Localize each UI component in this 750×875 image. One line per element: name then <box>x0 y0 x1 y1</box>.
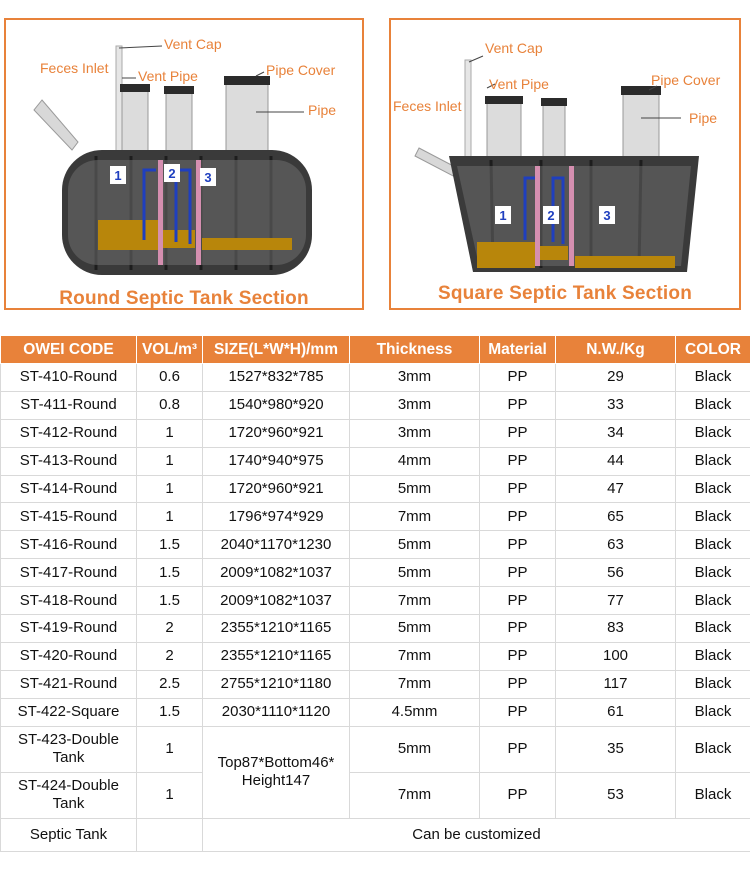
cell-vol: 1.5 <box>137 559 203 587</box>
cell-color: Black <box>676 475 750 503</box>
header-owei-code: OWEI CODE <box>1 336 137 364</box>
size-line-2: Height147 <box>241 772 311 790</box>
cell-size: 1720*960*921 <box>203 419 350 447</box>
table-row <box>1 503 750 531</box>
table-row <box>1 475 750 503</box>
cell-size: 2755*1210*1180 <box>203 670 350 698</box>
cell-color: Black <box>676 615 750 643</box>
cell-material: PP <box>480 670 556 698</box>
cell-code: ST-410-Round <box>1 364 137 392</box>
cell-color: Black <box>676 587 750 615</box>
cell-color: Black <box>676 364 750 392</box>
cell-code: ST-418-Round <box>1 587 137 615</box>
table-row <box>1 615 750 643</box>
cell-size: 2030*1110*1120 <box>203 698 350 726</box>
square-tank-illustration <box>391 20 739 308</box>
cell-code: ST-414-Round <box>1 475 137 503</box>
cell-nw: 65 <box>556 503 676 531</box>
cell-nw: 83 <box>556 615 676 643</box>
cell-color: Black <box>676 772 750 818</box>
cell-thickness: 4.5mm <box>350 698 480 726</box>
cell-vol: 0.6 <box>137 364 203 392</box>
code-line-2: Tank <box>52 795 85 813</box>
cell-code: ST-413-Round <box>1 447 137 475</box>
table-row <box>1 698 750 726</box>
cell-thickness: 7mm <box>350 642 480 670</box>
code-line-2: Tank <box>52 749 85 767</box>
cell-code: ST-412-Round <box>1 419 137 447</box>
cell-size: 1527*832*785 <box>203 364 350 392</box>
square-label-pipe-cover: Pipe Cover <box>651 72 721 88</box>
table-row <box>1 726 750 772</box>
size-line-1: Top87*Bottom46* <box>217 754 335 772</box>
cell-color: Black <box>676 391 750 419</box>
spec-table <box>0 335 750 852</box>
cell-material: PP <box>480 615 556 643</box>
cell-vol: 1 <box>137 772 203 818</box>
cell-size: 1540*980*920 <box>203 391 350 419</box>
cell-code: ST-421-Round <box>1 670 137 698</box>
cell-size: 2355*1210*1165 <box>203 642 350 670</box>
cell-color: Black <box>676 503 750 531</box>
cell-code: ST-420-Round <box>1 642 137 670</box>
header-material: Material <box>480 336 556 364</box>
cell-code: ST-417-Round <box>1 559 137 587</box>
cell-code: ST-416-Round <box>1 531 137 559</box>
code-line-1: ST-423-Double <box>18 731 119 749</box>
cell-size: 2009*1082*1037 <box>203 587 350 615</box>
cell-vol: 1.5 <box>137 587 203 615</box>
cell-code: ST-415-Round <box>1 503 137 531</box>
cell-color: Black <box>676 698 750 726</box>
cell-nw: 100 <box>556 642 676 670</box>
round-chamber-3: 3 <box>204 170 212 185</box>
cell-thickness: 7mm <box>350 587 480 615</box>
cell-vol: 1 <box>137 726 203 772</box>
cell-color: Black <box>676 447 750 475</box>
table-row <box>1 391 750 419</box>
header-vol: VOL/m³ <box>137 336 203 364</box>
table-row <box>1 587 750 615</box>
square-label-pipe: Pipe <box>689 110 718 126</box>
cell-nw: 47 <box>556 475 676 503</box>
round-label-vent-pipe: Vent Pipe <box>138 68 198 84</box>
cell-nw: 44 <box>556 447 676 475</box>
cell-code <box>1 772 137 818</box>
header-size: SIZE(L*W*H)/mm <box>203 336 350 364</box>
square-label-feces-inlet: Feces Inlet <box>393 98 462 114</box>
cell-color: Black <box>676 559 750 587</box>
cell-color: Black <box>676 419 750 447</box>
cell-nw: 63 <box>556 531 676 559</box>
cell-nw: 77 <box>556 587 676 615</box>
table-row <box>1 531 750 559</box>
cell-material: PP <box>480 642 556 670</box>
square-chamber-2: 2 <box>547 208 555 223</box>
round-label-pipe-cover: Pipe Cover <box>266 62 336 78</box>
table-row <box>1 559 750 587</box>
cell-nw: 56 <box>556 559 676 587</box>
cell-vol: 1 <box>137 447 203 475</box>
round-chamber-1: 1 <box>114 168 122 183</box>
cell-size-merged <box>203 726 350 818</box>
cell-vol: 1 <box>137 475 203 503</box>
cell-material: PP <box>480 531 556 559</box>
cell-vol: 1.5 <box>137 531 203 559</box>
cell-thickness: 4mm <box>350 447 480 475</box>
cell-color: Black <box>676 642 750 670</box>
footer-label: Septic Tank <box>1 818 137 851</box>
cell-nw: 53 <box>556 772 676 818</box>
round-tank-diagram <box>4 18 364 310</box>
cell-thickness: 3mm <box>350 419 480 447</box>
table-header-row <box>1 336 750 364</box>
cell-material: PP <box>480 364 556 392</box>
cell-vol: 2 <box>137 642 203 670</box>
cell-thickness: 7mm <box>350 772 480 818</box>
round-tank-title: Round Septic Tank Section <box>59 288 309 309</box>
cell-code: ST-411-Round <box>1 391 137 419</box>
cell-material: PP <box>480 447 556 475</box>
cell-thickness: 5mm <box>350 559 480 587</box>
header-thickness: Thickness <box>350 336 480 364</box>
cell-size: 2040*1170*1230 <box>203 531 350 559</box>
cell-vol: 1.5 <box>137 698 203 726</box>
cell-nw: 33 <box>556 391 676 419</box>
square-tank-title: Square Septic Tank Section <box>437 283 693 304</box>
cell-color: Black <box>676 670 750 698</box>
cell-material: PP <box>480 391 556 419</box>
cell-material: PP <box>480 587 556 615</box>
table-row <box>1 772 750 818</box>
cell-nw: 117 <box>556 670 676 698</box>
cell-thickness: 5mm <box>350 615 480 643</box>
cell-size: 1740*940*975 <box>203 447 350 475</box>
round-chamber-2: 2 <box>168 166 176 181</box>
cell-thickness: 5mm <box>350 531 480 559</box>
cell-nw: 35 <box>556 726 676 772</box>
header-color: COLOR <box>676 336 750 364</box>
cell-thickness: 3mm <box>350 364 480 392</box>
cell-thickness: 7mm <box>350 503 480 531</box>
cell-vol: 2.5 <box>137 670 203 698</box>
cell-code: ST-422-Square <box>1 698 137 726</box>
square-chamber-3: 3 <box>603 208 611 223</box>
cell-size: 2009*1082*1037 <box>203 559 350 587</box>
table-row <box>1 419 750 447</box>
cell-thickness: 5mm <box>350 726 480 772</box>
cell-color: Black <box>676 531 750 559</box>
cell-code: ST-419-Round <box>1 615 137 643</box>
cell-size: 1720*960*921 <box>203 475 350 503</box>
cell-material: PP <box>480 726 556 772</box>
footer-note: Can be customized <box>203 818 750 851</box>
table-row <box>1 642 750 670</box>
cell-material: PP <box>480 559 556 587</box>
cell-material: PP <box>480 475 556 503</box>
cell-size: 2355*1210*1165 <box>203 615 350 643</box>
cell-code <box>1 726 137 772</box>
table-row <box>1 670 750 698</box>
footer-empty <box>137 818 203 851</box>
square-label-vent-pipe: Vent Pipe <box>489 76 549 92</box>
table-footer-row <box>1 818 750 851</box>
round-label-vent-cap: Vent Cap <box>164 36 222 52</box>
header-nw: N.W./Kg <box>556 336 676 364</box>
round-label-feces-inlet: Feces Inlet <box>40 60 109 76</box>
code-line-1: ST-424-Double <box>18 777 119 795</box>
cell-nw: 34 <box>556 419 676 447</box>
cell-vol: 0.8 <box>137 391 203 419</box>
cell-vol: 1 <box>137 503 203 531</box>
square-label-vent-cap: Vent Cap <box>485 40 543 56</box>
cell-size: 1796*974*929 <box>203 503 350 531</box>
square-chamber-1: 1 <box>499 208 507 223</box>
cell-vol: 1 <box>137 419 203 447</box>
cell-nw: 61 <box>556 698 676 726</box>
table-row <box>1 364 750 392</box>
cell-material: PP <box>480 419 556 447</box>
cell-thickness: 5mm <box>350 475 480 503</box>
cell-material: PP <box>480 698 556 726</box>
cell-color: Black <box>676 726 750 772</box>
round-label-pipe: Pipe <box>308 102 337 118</box>
cell-nw: 29 <box>556 364 676 392</box>
cell-vol: 2 <box>137 615 203 643</box>
table-row <box>1 447 750 475</box>
cell-material: PP <box>480 772 556 818</box>
cell-thickness: 7mm <box>350 670 480 698</box>
square-tank-diagram <box>389 18 741 310</box>
cell-thickness: 3mm <box>350 391 480 419</box>
cell-material: PP <box>480 503 556 531</box>
